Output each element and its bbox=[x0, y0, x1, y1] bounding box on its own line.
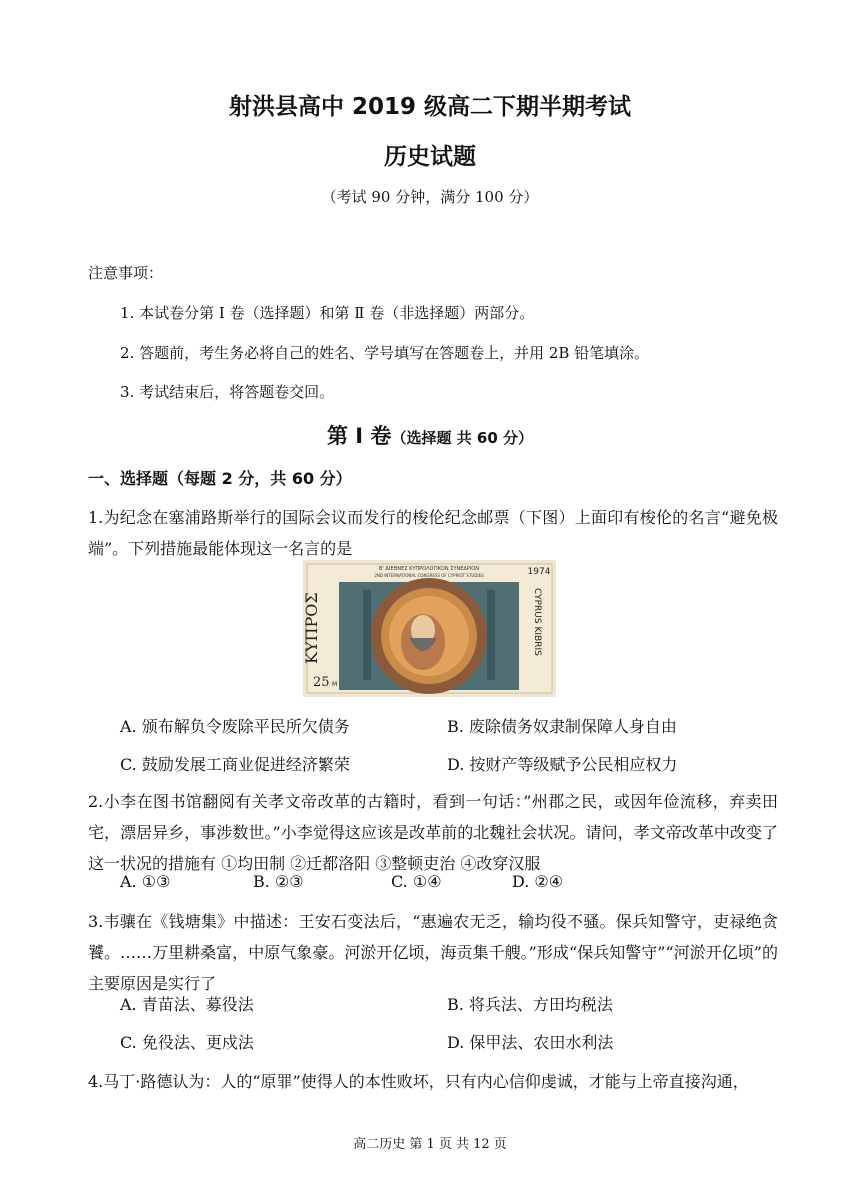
page-footer: 高二历史 第 1 页 共 12 页 bbox=[353, 1137, 507, 1152]
part-note: （选择题 共 60 分） bbox=[391, 429, 533, 447]
stamp-left-text: ΚΥΠΡΟΣ bbox=[303, 592, 321, 664]
exam-duration-note: （考试 90 分钟，满分 100 分） bbox=[321, 188, 539, 206]
note-item: 1. 本试卷分第 Ⅰ 卷（选择题）和第 Ⅱ 卷（非选择题）两部分。 bbox=[120, 304, 535, 322]
question-3-option-a: A. 青苗法、募役法 bbox=[120, 995, 254, 1014]
question-3-text: 3.韦骧在《钱塘集》中描述：王安石变法后，“惠遍农无乏，输均役不骚。保兵知警守，吏禄绝贪饕。……万里耕桑富，中原气象豪。河淤开亿顷，海贡集千艘。”形成“保兵知警守”“河淤开亿顷”的主要原因是实行了 bbox=[88, 912, 778, 993]
subject-title: 历史试题 bbox=[384, 144, 476, 170]
question-1-option-c: C. 鼓励发展工商业促进经济繁荣 bbox=[120, 755, 350, 774]
question-4-text: 4.马丁·路德认为：人的“原罪”使得人的本性败坏，只有内心信仰虔诚，才能与上帝直接沟通， bbox=[88, 1072, 749, 1091]
note-item: 2. 答题前，考生务必将自己的姓名、学号填写在答题卷上，并用 2B 铅笔填涂。 bbox=[120, 344, 650, 362]
exam-title: 射洪县高中 2019 级高二下期半期考试 bbox=[228, 94, 632, 120]
question-2-option-a: A. ①③ bbox=[120, 872, 171, 891]
notes-heading: 注意事项： bbox=[88, 264, 164, 282]
question-3-option-c: C. 免役法、更戍法 bbox=[120, 1033, 254, 1052]
question-2-option-c: C. ①④ bbox=[391, 872, 442, 891]
part-heading bbox=[0, 420, 860, 450]
stamp-top-text-2: 2ND INTERNATIONAL CONGRESS OF CYPRIOT STUDIES bbox=[374, 573, 484, 578]
question-3-option-b: B. 将兵法、方田均税法 bbox=[447, 995, 613, 1014]
question-1-option-d: D. 按财产等级赋予公民相应权力 bbox=[447, 755, 678, 774]
stamp-right-text: CYPRUS KIBRIS bbox=[532, 588, 542, 656]
stamp-top-text: B' ΔΙΕΘΝΕΣ ΚΥΠΡΟΛΟΓΙΚΟΝ ΣΥΝΕΔΡΙΟΝ bbox=[379, 566, 479, 572]
question-1-text: 1.为纪念在塞浦路斯举行的国际会议而发行的梭伦纪念邮票（下图）上面印有梭伦的名言“避免极端”。下列措施最能体现这一名言的是 bbox=[88, 508, 778, 558]
question-2-text: 2.小李在图书馆翻阅有关孝文帝改革的古籍时，看到一句话：”州郡之民，或因年俭流移，弃卖田宅，漂居异乡，事涉数世。”小李觉得这应该是改革前的北魏社会状况。请问，孝文帝改革中改变了这一状况的措施有 ①均田制 ②迁都洛阳 ③整顿吏治 ④改穿汉服 bbox=[88, 792, 778, 873]
question-1-option-a: A. 颁布解负令废除平民所欠债务 bbox=[120, 717, 350, 736]
question-2-option-d: D. ②④ bbox=[512, 872, 564, 891]
stamp-graphic bbox=[303, 560, 556, 697]
section-heading: 一、选择题（每题 2 分，共 60 分） bbox=[88, 469, 352, 488]
question-1-option-b: B. 废除债务奴隶制保障人身自由 bbox=[447, 717, 677, 736]
note-item: 3. 考试结束后，将答题卷交回。 bbox=[120, 383, 335, 401]
stamp-unit: M bbox=[332, 681, 338, 688]
question-2-option-b: B. ②③ bbox=[253, 872, 304, 891]
stamp-year: 1974 bbox=[527, 567, 551, 577]
part-title: 第 Ⅰ 卷 bbox=[327, 424, 392, 448]
question-3-option-d: D. 保甲法、农田水利法 bbox=[447, 1033, 614, 1052]
solon-stamp-image bbox=[303, 560, 556, 697]
stamp-value: 25 bbox=[313, 675, 330, 690]
